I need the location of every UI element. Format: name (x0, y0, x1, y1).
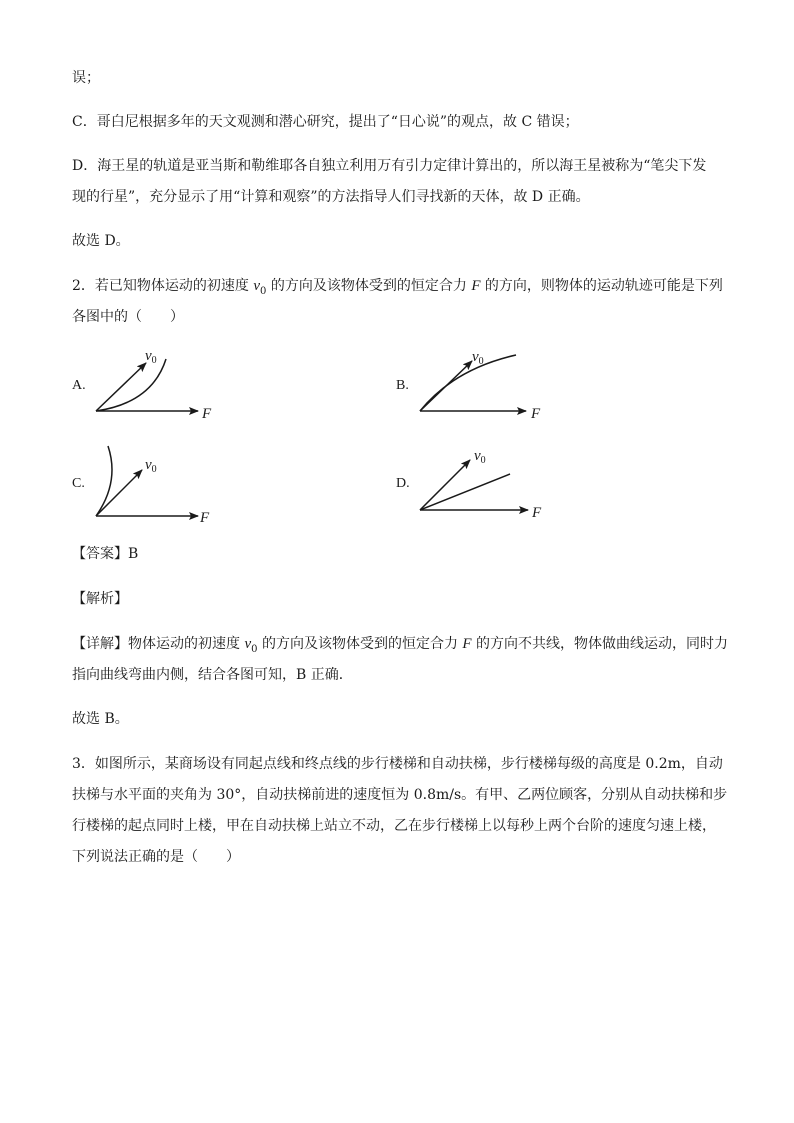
option-d-label: D. (396, 476, 410, 491)
q2-f-symbol: F (471, 278, 481, 294)
velocity-arrow-a (96, 363, 146, 411)
q1-option-d-line2: 现的行星”，充分显示了用“计算和观察”的方法指导人们寻找新的天体，故 D 正确。 (72, 189, 590, 205)
diagram-a (90, 345, 230, 425)
q2-detail-line1 (72, 634, 728, 660)
q3-line2: 扶梯与水平面的夹角为 30°，自动扶梯前进的速度恒为 0.8m/s。有甲、乙两位顾客，分别从自动扶梯和步 (72, 787, 728, 803)
q1-conclusion: 故选 D。 (72, 233, 130, 249)
q2-stem-a: 2．若已知物体运动的初速度 (72, 278, 254, 294)
trajectory-curve-c (96, 446, 112, 516)
label-v0-a: $v_0$ (145, 348, 157, 366)
q1-option-c: C．哥白尼根据多年的天文观测和潜心研究，提出了“日心说”的观点，故 C 错误； (72, 114, 579, 130)
label-f-d: F (532, 505, 542, 521)
q3-line1: 3．如图所示，某商场设有同起点线和终点线的步行楼梯和自动扶梯，步行楼梯每级的高度是 0.2m，自动 (72, 756, 723, 772)
q2-stem-line1 (72, 276, 723, 302)
option-a-label: A. (72, 378, 86, 393)
q2-analysis-heading: 【解析】 (72, 591, 128, 607)
diagram-b (414, 345, 554, 425)
trajectory-line-d (420, 474, 510, 510)
label-v0-c: $v_0$ (145, 457, 157, 475)
q3-line4: 下列说法正确的是（ ） (72, 849, 240, 865)
q3-line3: 行楼梯的起点同时上楼，甲在自动扶梯上站立不动，乙在步行楼梯上以每秒上两个台阶的速度匀速上楼， (72, 818, 716, 834)
velocity-arrow-d (420, 460, 470, 510)
q1-option-d-line1: D．海王星的轨道是亚当斯和勒维耶各自独立利用万有引力定律计算出的，所以海王星被称为“笔尖下发 (72, 158, 707, 174)
q2-detail-f-symbol: F (462, 636, 472, 652)
q2-stem-line2: 各图中的（ ） (72, 309, 184, 325)
q2-v-symbol: v (253, 278, 261, 294)
q2-detail-v-symbol: v (244, 636, 252, 652)
option-c-label: C. (72, 476, 85, 491)
q2-stem-b: 的方向及该物体受到的恒定合力 (266, 278, 472, 294)
q2-detail-b: 的方向及该物体受到的恒定合力 (257, 636, 463, 652)
q2-conclusion: 故选 B。 (72, 711, 129, 727)
trajectory-curve-a (96, 359, 166, 411)
q2-detail-c: 的方向不共线，物体做曲线运动，同时力 (471, 636, 729, 652)
q2-stem-c: 的方向，则物体的运动轨迹可能是下列 (480, 278, 723, 294)
q2-detail-v-subscript: 0 (251, 643, 258, 655)
label-f-c: F (200, 510, 210, 526)
trajectory-curve-b (420, 355, 516, 411)
diagram-c (90, 442, 230, 527)
q2-detail-a: 【详解】物体运动的初速度 (72, 636, 245, 652)
velocity-arrow-c (96, 470, 142, 516)
q1-line1: 误； (72, 70, 100, 86)
label-f-a: F (202, 406, 212, 422)
label-v0-d: $v_0$ (474, 448, 486, 466)
diagram-d (414, 442, 554, 527)
label-v0-b: $v_0$ (472, 349, 484, 367)
q2-detail-line2: 指向曲线弯曲内侧，结合各图可知，B 正确． (72, 667, 353, 683)
option-b-label: B. (396, 378, 409, 393)
q2-answer: 【答案】B (72, 546, 139, 562)
q2-v-subscript: 0 (260, 285, 267, 297)
label-f-b: F (531, 406, 541, 422)
